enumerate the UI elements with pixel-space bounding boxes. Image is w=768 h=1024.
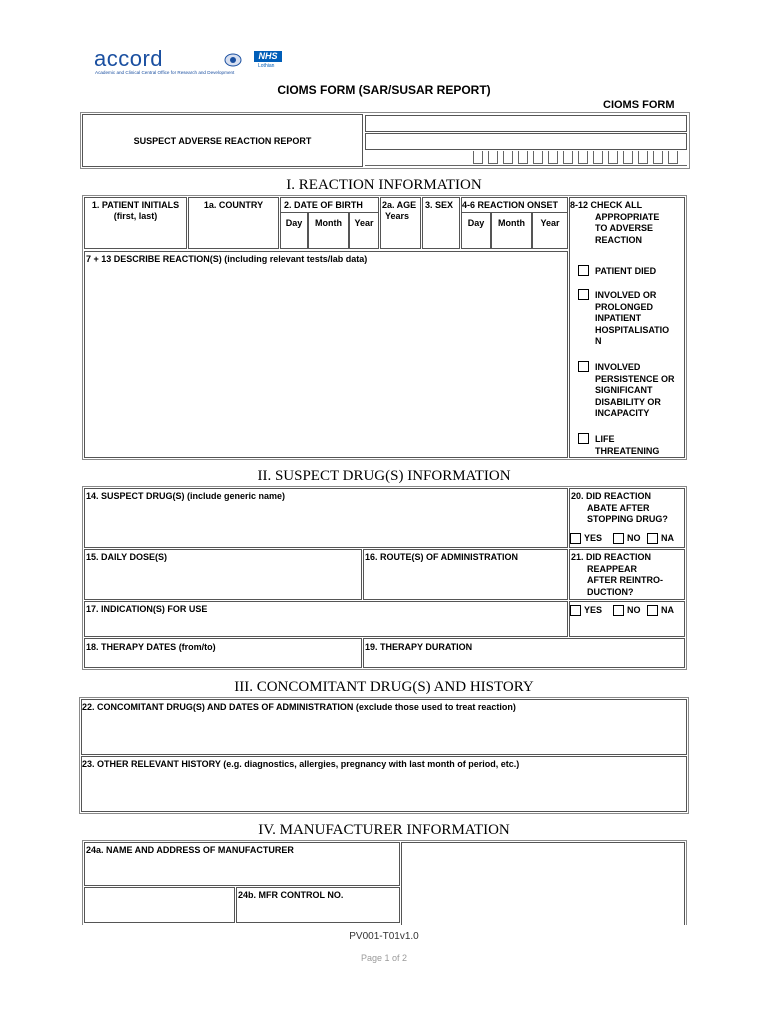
therapy-duration-label: 19. THERAPY DURATION xyxy=(365,642,473,652)
q20-na-label: NA xyxy=(661,533,674,543)
section-1-heading: I. REACTION INFORMATION xyxy=(286,177,482,193)
country-label: 1a. COUNTRY xyxy=(203,200,264,210)
sex-label: 3. SEX xyxy=(425,200,454,210)
q21-na-checkbox[interactable] xyxy=(647,605,658,616)
dob-day-label: Day xyxy=(285,218,303,228)
life-threatening-label: LIFE THREATENING xyxy=(595,434,660,456)
nhs-sub: Lothian xyxy=(258,63,275,69)
accord-wordmark: accord xyxy=(94,46,164,71)
history-label: 23. OTHER RELEVANT HISTORY (e.g. diagnostics, allergies, pregnancy with last month of period, etc.) xyxy=(82,759,520,769)
section-3-heading: III. CONCOMITANT DRUG(S) AND HISTORY xyxy=(234,679,534,695)
q20-no-label: NO xyxy=(627,533,641,543)
manufacturer-right-area[interactable] xyxy=(401,842,685,925)
q20-no-checkbox[interactable] xyxy=(613,533,624,544)
q20-na-checkbox[interactable] xyxy=(647,533,658,544)
q21-yes-label: YES xyxy=(584,605,603,615)
nhs-crest-icon xyxy=(224,53,242,67)
report-type-label: SUSPECT ADVERSE REACTION REPORT xyxy=(133,136,312,146)
q21-yes-checkbox[interactable] xyxy=(570,605,581,616)
disability-label: INVOLVED PERSISTENCE OR SIGNIFICANT DISABILITY OR INCAPACITY xyxy=(595,362,675,418)
page-number: Page 1 of 2 xyxy=(360,953,408,963)
describe-reaction-area[interactable] xyxy=(84,251,568,458)
q21-na-label: NA xyxy=(661,605,674,615)
q21-label: 21. DID REACTION REAPPEAR AFTER REINTRO- DUCTION? xyxy=(571,552,663,597)
hospitalisation-label: INVOLVED OR PROLONGED INPATIENT HOSPITALISATIO N xyxy=(595,290,670,346)
ticked-entry-row[interactable] xyxy=(365,151,687,166)
q21-no-label: NO xyxy=(627,605,641,615)
life-threatening-checkbox[interactable] xyxy=(578,433,589,444)
route-label: 16. ROUTE(S) OF ADMINISTRATION xyxy=(365,552,518,562)
manufacturer-blank-a[interactable] xyxy=(84,887,235,923)
age-unit: Years xyxy=(385,211,410,221)
hospitalisation-checkbox[interactable] xyxy=(578,289,589,300)
top-input-1[interactable] xyxy=(365,115,687,132)
suspect-drug-label: 14. SUSPECT DRUG(S) (include generic name) xyxy=(86,491,286,501)
patient-died-checkbox[interactable] xyxy=(578,265,589,276)
nhs-logo-icon: NHS xyxy=(254,51,282,62)
daily-dose-label: 15. DAILY DOSE(S) xyxy=(86,552,168,562)
onset-year-label: Year xyxy=(540,218,560,228)
onset-month-label: Month xyxy=(498,218,525,228)
patient-initials-sub: (first, last) xyxy=(113,211,158,221)
form-right-title: CIOMS FORM xyxy=(603,99,675,111)
q21-no-checkbox[interactable] xyxy=(613,605,624,616)
concomitant-label: 22. CONCOMITANT DRUG(S) AND DATES OF ADMINISTRATION (exclude those used to treat reaction) xyxy=(82,702,516,712)
onset-label: 4-6 REACTION ONSET xyxy=(462,200,559,210)
disability-checkbox[interactable] xyxy=(578,361,589,372)
section-2-heading: II. SUSPECT DRUG(S) INFORMATION xyxy=(257,468,511,484)
accord-logo xyxy=(88,46,298,80)
q20-label: 20. DID REACTION ABATE AFTER STOPPING DRUG? xyxy=(571,491,668,524)
onset-day-label: Day xyxy=(467,218,485,228)
form-title: CIOMS FORM (SAR/SUSAR REPORT) xyxy=(277,83,491,97)
therapy-dates-label: 18. THERAPY DATES (from/to) xyxy=(86,642,216,652)
document-id: PV001-T01v1.0 xyxy=(349,931,419,942)
check-all-label: 8-12 CHECK ALL APPROPRIATE TO ADVERSE REACTION xyxy=(570,200,660,245)
q20-yes-checkbox[interactable] xyxy=(570,533,581,544)
mfr-control-label: 24b. MFR CONTROL NO. xyxy=(238,890,344,900)
top-input-2[interactable] xyxy=(365,133,687,150)
section-4-heading: IV. MANUFACTURER INFORMATION xyxy=(258,822,510,838)
manufacturer-name-label: 24a. NAME AND ADDRESS OF MANUFACTURER xyxy=(86,845,294,855)
q20-yes-label: YES xyxy=(584,533,603,543)
dob-month-label: Month xyxy=(315,218,342,228)
accord-tagline: Academic and Clinical Central Office for Research and Development xyxy=(95,70,235,75)
dob-label: 2. DATE OF BIRTH xyxy=(284,200,363,210)
describe-reaction-label: 7 + 13 DESCRIBE REACTION(S) (including relevant tests/lab data) xyxy=(86,254,368,264)
age-label: 2a. AGE xyxy=(382,200,417,210)
dob-year-label: Year xyxy=(354,218,374,228)
indication-label: 17. INDICATION(S) FOR USE xyxy=(86,604,208,614)
patient-initials-label: 1. PATIENT INITIALS xyxy=(91,200,180,210)
patient-died-label: PATIENT DIED xyxy=(595,266,657,276)
